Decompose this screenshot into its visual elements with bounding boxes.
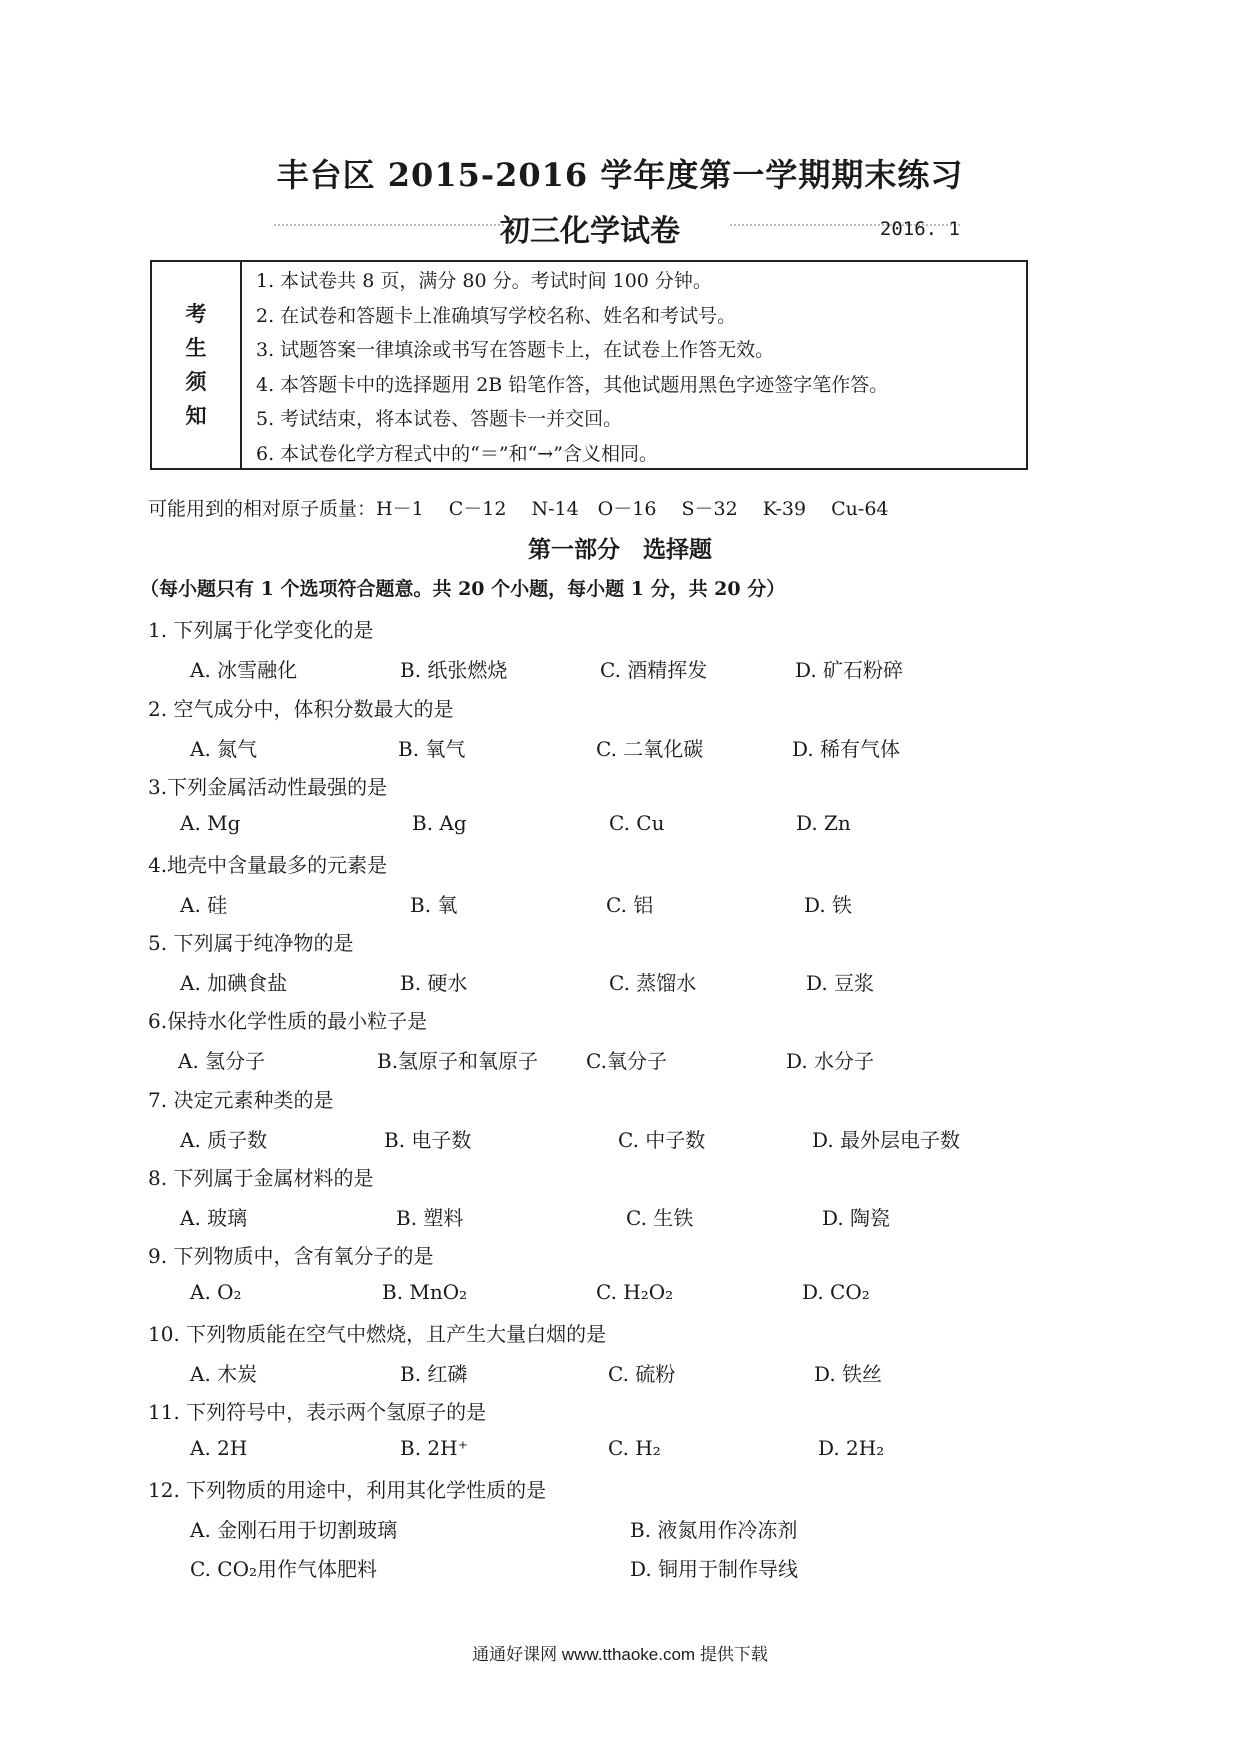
option-c: C. 酒精挥发 <box>600 658 708 682</box>
question-stem: 3.下列金属活动性最强的是 <box>148 775 388 799</box>
exam-title: 丰台区 2015-2016 学年度第一学期期末练习 <box>276 156 964 194</box>
option-b: B. 氧气 <box>398 737 466 761</box>
option-a: A. 木炭 <box>190 1362 258 1386</box>
option-d: D. 矿石粉碎 <box>795 658 904 682</box>
option-a: A. 玻璃 <box>180 1206 248 1230</box>
question-stem: 1. 下列属于化学变化的是 <box>148 618 374 642</box>
option-d: D. CO₂ <box>802 1280 870 1304</box>
notice-label-char: 生 <box>185 335 207 360</box>
question-stem: 6.保持水化学性质的最小粒子是 <box>148 1009 428 1033</box>
notice-item: 6. 本试卷化学方程式中的“＝”和“→”含义相同。 <box>256 442 658 465</box>
notice-label <box>152 262 242 468</box>
notice-label-char: 考 <box>185 301 207 326</box>
option-b: B. 红磷 <box>400 1362 468 1386</box>
option-c: C.氧分子 <box>586 1049 667 1073</box>
option-c: C. 硫粉 <box>608 1362 676 1386</box>
option-b: B. 氧 <box>410 893 458 917</box>
option-c: C. 蒸馏水 <box>609 971 697 995</box>
option-a: A. 冰雪融化 <box>190 658 298 682</box>
option-d: D. 铁 <box>804 893 853 917</box>
option-c: C. Cu <box>609 811 665 835</box>
footer-credit: 通通好课网 www.tthaoke.com 提供下载 <box>472 1645 768 1664</box>
option-d: D. 铁丝 <box>814 1362 883 1386</box>
option-a: A. 质子数 <box>180 1128 268 1152</box>
question-stem: 12. 下列物质的用途中，利用其化学性质的是 <box>148 1478 547 1502</box>
option-d: D. 2H₂ <box>818 1436 885 1460</box>
option-a: A. Mg <box>180 811 241 835</box>
option-d: D. 水分子 <box>786 1049 875 1073</box>
option-b: B. 塑料 <box>396 1206 464 1230</box>
notice-items <box>256 264 1018 471</box>
notice-item: 2. 在试卷和答题卡上准确填写学校名称、姓名和考试号。 <box>256 304 737 327</box>
option-b: B. Ag <box>412 811 467 835</box>
option-c: C. 铝 <box>606 893 654 917</box>
option-a: A. 氢分子 <box>178 1049 266 1073</box>
exam-subtitle: 初三化学试卷 <box>500 214 680 249</box>
section-title: 第一部分 选择题 <box>528 536 712 563</box>
question-stem: 11. 下列符号中，表示两个氢原子的是 <box>148 1400 487 1424</box>
question-stem: 10. 下列物质能在空气中燃烧，且产生大量白烟的是 <box>148 1322 607 1346</box>
question-stem: 4.地壳中含量最多的元素是 <box>148 853 388 877</box>
option-b: B. MnO₂ <box>382 1280 468 1304</box>
option-d: D. 铜用于制作导线 <box>630 1557 799 1581</box>
notice-item: 1. 本试卷共 8 页，满分 80 分。考试时间 100 分钟。 <box>256 270 712 292</box>
option-a: A. O₂ <box>190 1280 242 1304</box>
option-a: A. 加碘食盐 <box>180 971 288 995</box>
atomic-masses: 可能用到的相对原子质量：H－1 C－12 N-14 O－16 S－32 K-39 Cu-64 <box>148 498 889 520</box>
option-c: C. CO₂用作气体肥料 <box>190 1557 378 1581</box>
question-stem: 8. 下列属于金属材料的是 <box>148 1166 374 1190</box>
option-b: B. 电子数 <box>384 1128 472 1152</box>
option-b: B. 硬水 <box>400 971 468 995</box>
section-instruction: （每小题只有 1 个选项符合题意。共 20 个小题，每小题 1 分，共 20 分） <box>140 578 786 600</box>
option-d: D. 陶瓷 <box>822 1206 891 1230</box>
option-d: D. Zn <box>796 811 851 835</box>
question-stem: 5. 下列属于纯净物的是 <box>148 931 354 955</box>
question-stem: 2. 空气成分中，体积分数最大的是 <box>148 697 454 721</box>
notice-box <box>150 260 1028 470</box>
option-b: B. 2H⁺ <box>400 1436 469 1460</box>
question-stem: 7. 决定元素种类的是 <box>148 1088 334 1112</box>
option-d: D. 豆浆 <box>806 971 875 995</box>
option-b: B. 液氮用作冷冻剂 <box>630 1518 798 1542</box>
option-c: C. H₂ <box>608 1436 661 1460</box>
notice-item: 3. 试题答案一律填涂或书写在答题卡上，在试卷上作答无效。 <box>256 339 775 361</box>
notice-item: 5. 考试结束，将本试卷、答题卡一并交回。 <box>256 408 623 430</box>
option-b: B.氢原子和氧原子 <box>377 1049 539 1073</box>
option-a: A. 2H <box>190 1436 248 1460</box>
option-c: C. 二氧化碳 <box>596 737 704 761</box>
option-c: C. 生铁 <box>626 1206 694 1230</box>
exam-date: 2016. 1 <box>879 218 960 240</box>
option-c: C. H₂O₂ <box>596 1280 674 1304</box>
subtitle-row <box>150 204 1030 248</box>
notice-label-char: 须 <box>185 369 207 394</box>
option-d: D. 最外层电子数 <box>812 1128 961 1152</box>
question-stem: 9. 下列物质中，含有氧分子的是 <box>148 1244 434 1268</box>
option-b: B. 纸张燃烧 <box>400 658 508 682</box>
option-c: C. 中子数 <box>618 1128 706 1152</box>
option-d: D. 稀有气体 <box>792 737 901 761</box>
option-a: A. 金刚石用于切割玻璃 <box>190 1518 398 1542</box>
option-a: A. 氮气 <box>190 737 258 761</box>
option-a: A. 硅 <box>180 893 228 917</box>
notice-item: 4. 本答题卡中的选择题用 2B 铅笔作答，其他试题用黑色字迹签字笔作答。 <box>256 373 889 396</box>
notice-label-char: 知 <box>185 403 207 428</box>
